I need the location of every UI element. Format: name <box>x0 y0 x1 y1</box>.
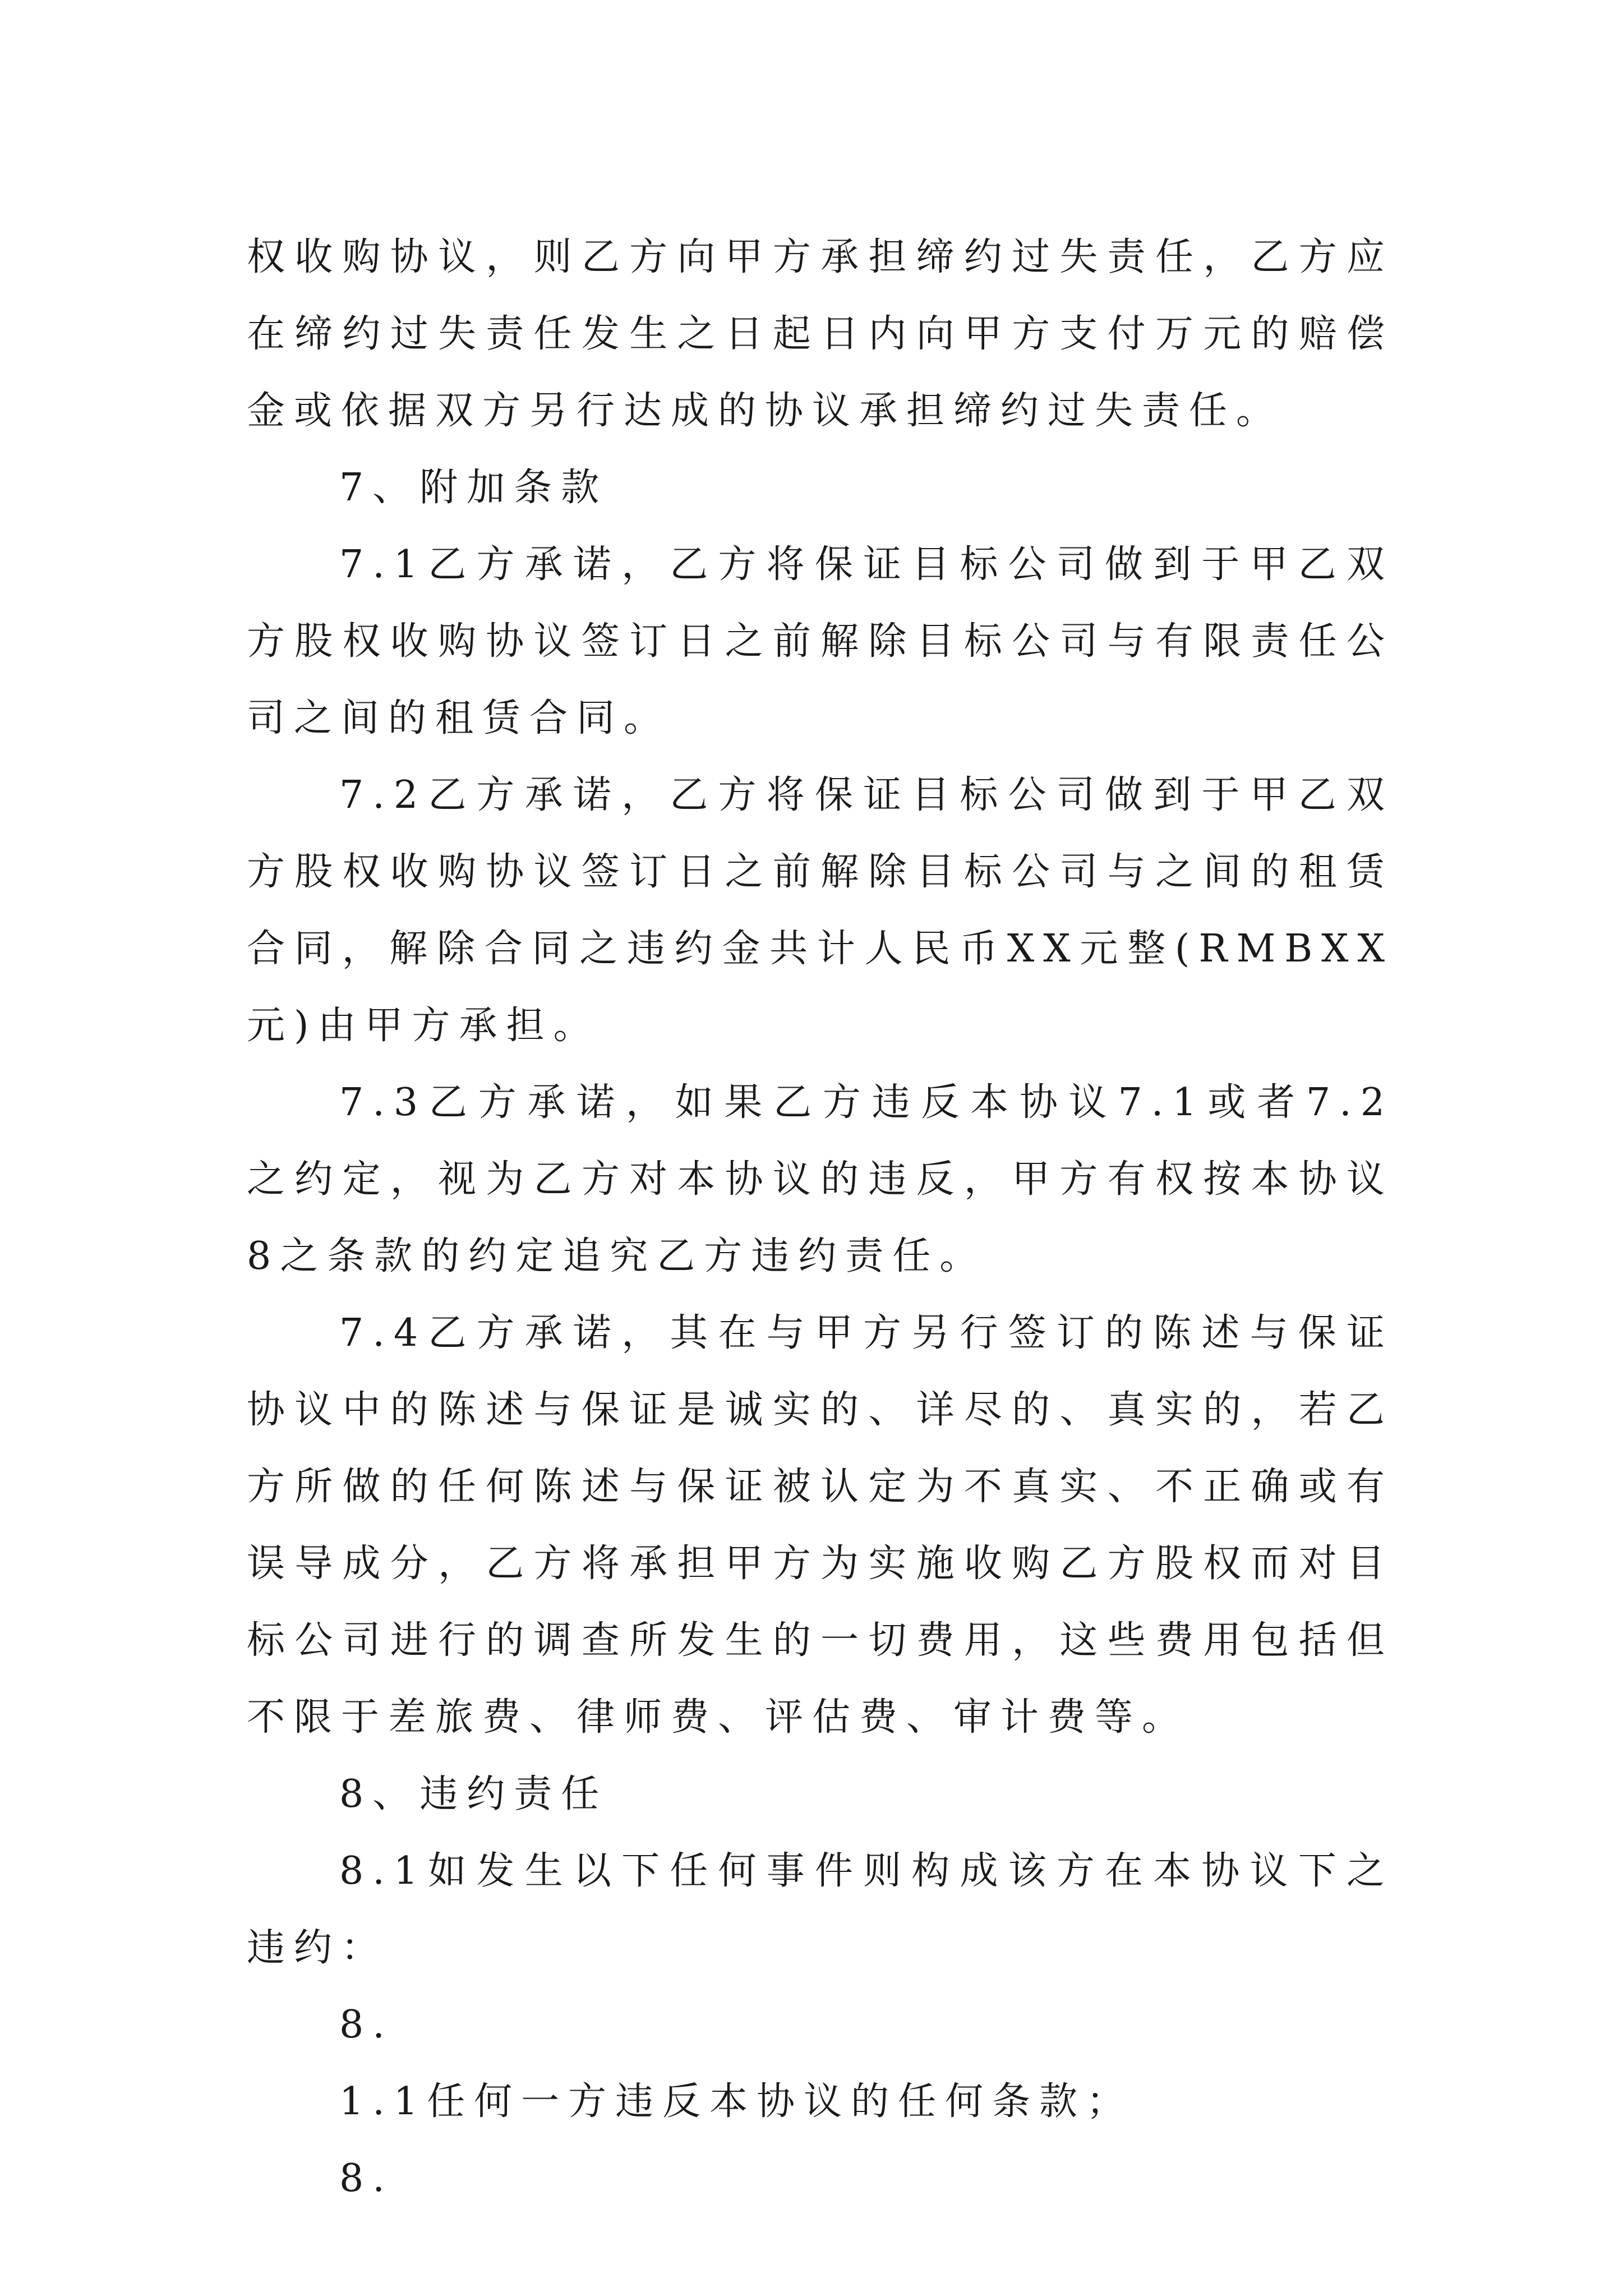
paragraph-7-1: 7.1乙方承诺，乙方将保证目标公司做到于甲乙双方股权收购协议签订日之前解除目标公司与有限责任公司之间的租赁合同。 <box>247 542 1394 740</box>
paragraph-7-2: 7.2乙方承诺，乙方将保证目标公司做到于甲乙双方股权收购协议签订日之前解除目标公司与之间的租赁合同，解除合同之违约金共计人民币XX元整(RMBXX元)由甲方承担。 <box>247 773 1394 1048</box>
paragraph-7-4: 7.4乙方承诺，其在与甲方另行签订的陈述与保证协议中的陈述与保证是诚实的、详尽的、真实的，若乙方所做的任何陈述与保证被认定为不真实、不正确或有误导成分，乙方将承担甲方为实施收购乙方股权而对目标公司进行的调查所发生的一切费用，这些费用包括但不限于差旅费、律师费、评估费、审计费等。 <box>247 1311 1394 1740</box>
paragraph-8-1-1: 1.1任何一方违反本协议的任何条款； <box>339 2079 1134 2124</box>
paragraph-7-3: 7.3乙方承诺，如果乙方违反本协议7.1或者7.2之约定，视为乙方对本协议的违反，甲方有权按本协议8之条款的约定追究乙方违约责任。 <box>247 1080 1394 1278</box>
document-body <box>247 219 1394 2217</box>
heading-section-8: 8、违约责任 <box>339 1772 608 1816</box>
paragraph-8-fragment-a: 8. <box>339 2003 394 2047</box>
paragraph-8-1: 8.1如发生以下任何事件则构成该方在本协议下之违约： <box>247 1849 1394 1970</box>
paragraph-continuation: 权收购协议，则乙方向甲方承担缔约过失责任，乙方应在缔约过失责任发生之日起日内向甲方支付万元的赔偿金或依据双方另行达成的协议承担缔约过失责任。 <box>247 235 1394 433</box>
heading-section-7: 7、附加条款 <box>339 466 608 510</box>
paragraph-8-fragment-b: 8. <box>339 2156 394 2201</box>
